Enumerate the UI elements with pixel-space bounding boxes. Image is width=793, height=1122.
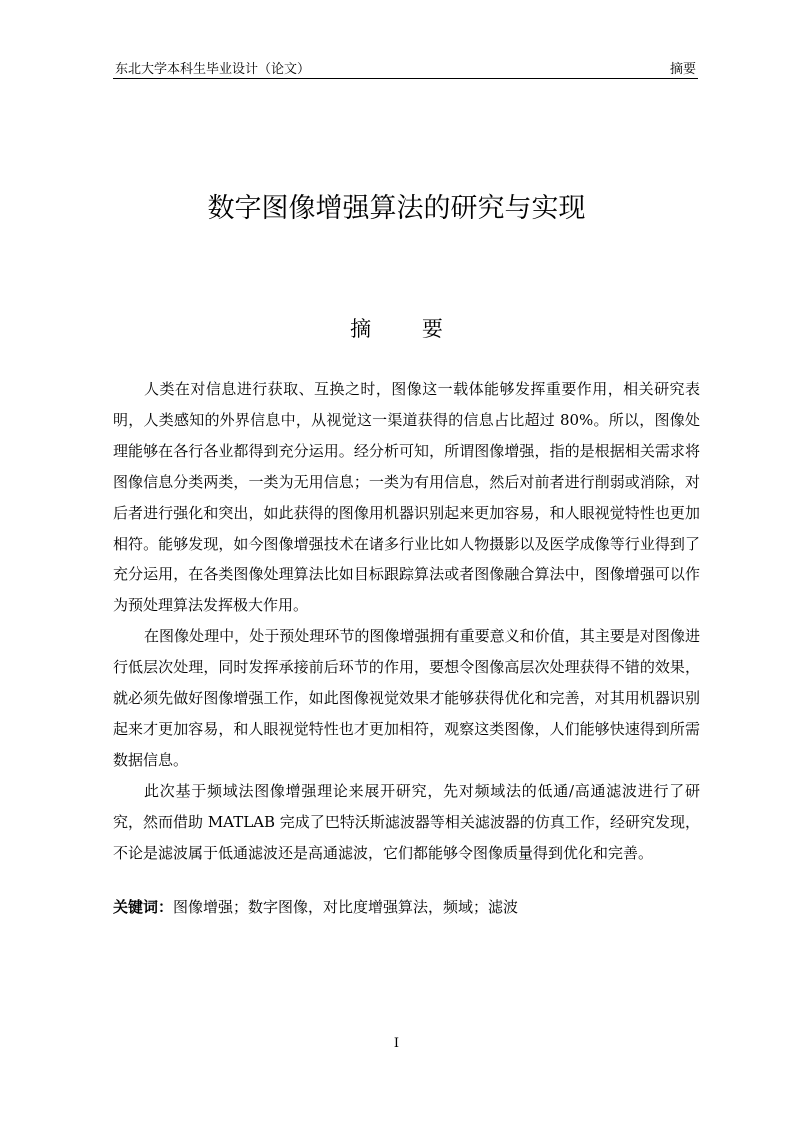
header-section-label: 摘要 (669, 62, 696, 77)
keywords-line (113, 896, 700, 917)
keywords-text: 图像增强；数字图像，对比度增强算法，频域；滤波 (173, 898, 519, 916)
thesis-title: 数字图像增强算法的研究与实现 (207, 193, 586, 224)
header-thesis-label: 东北大学本科生毕业设计（论文） (115, 62, 311, 77)
abstract-heading: 摘 要 (350, 317, 465, 341)
abstract-paragraph: 人类在对信息进行获取、互换之时，图像这一载体能够发挥重要作用，相关研究表明，人类感知的外界信息中，从视觉这一渠道获得的信息占比超过 80%。所以，图像处理能够在各行各业都得到充分运用。经分析可知，所谓图像增强，指的是根据相关需求将图像信息分类两类，一类为无用信息；一类为有用信息，然后对前者进行削弱或消除，对后者进行强化和突出，如此获得的图像用机器识别起来更加容易，和人眼视觉特性也更加相符。能够发现，如今图像增强技术在诸多行业比如人物摄影以及医学成像等行业得到了充分运用，在各类图像处理算法比如目标跟踪算法或者图像融合算法中，图像增强可以作为预处理算法发挥极大作用。 (113, 380, 700, 615)
abstract-body (113, 374, 700, 869)
abstract-paragraph: 此次基于频域法图像增强理论来展开研究，先对频域法的低通/高通滤波进行了研究，然而借助 MATLAB 完成了巴特沃斯滤波器等相关滤波器的仿真工作，经研究发现，不论是滤波属于低通滤波还是高通滤波，它们都能够令图像质量得到优化和完善。 (113, 781, 700, 862)
page-header (113, 54, 698, 79)
page-number: I (393, 1036, 400, 1051)
abstract-paragraph: 在图像处理中，处于预处理环节的图像增强拥有重要意义和价值，其主要是对图像进行低层次处理，同时发挥承接前后环节的作用，要想令图像高层次处理获得不错的效果，就必须先做好图像增强工作，如此图像视觉效果才能够获得优化和完善，对其用机器识别起来才更加容易，和人眼视觉特性也才更加相符，观察这类图像，人们能够快速得到所需数据信息。 (113, 627, 700, 769)
keywords-label: 关键词： (113, 898, 174, 916)
